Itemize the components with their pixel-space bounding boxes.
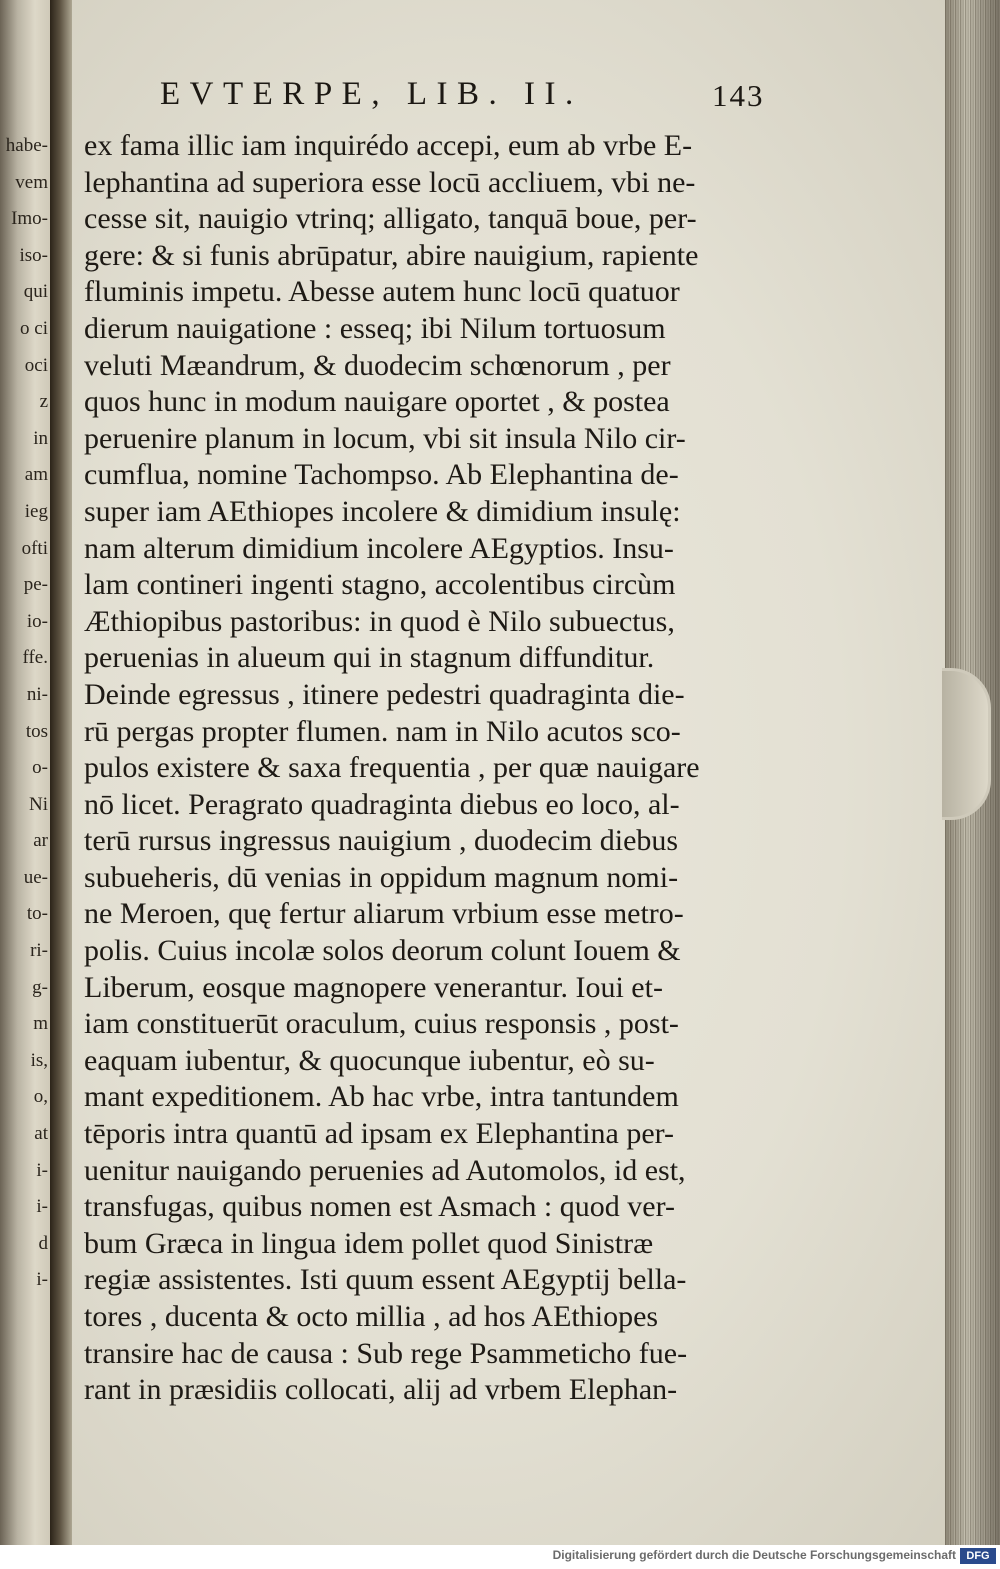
text-line: quos hunc in modum nauigare oportet , & postea [84, 385, 670, 419]
previous-page-fragment: ffe. [22, 647, 48, 669]
previous-page-fragment: m [33, 1013, 48, 1035]
text-line: nō licet. Peragrato quadraginta diebus eo loco, al- [84, 787, 680, 821]
text-line: iam constituerūt oraculum, cuius responsis , post- [84, 1007, 679, 1041]
text-line: transfugas, quibus nomen est Asmach : quod ver- [84, 1190, 675, 1224]
text-line: peruenias in alueum qui in stagnum diffunditur. [84, 641, 655, 675]
text-line: eaquam iubentur, & quocunque iubentur, eò su- [84, 1043, 655, 1077]
text-line: peruenire planum in locum, vbi sit insula Nilo cir- [84, 421, 686, 455]
previous-page-fragment: is, [30, 1049, 48, 1071]
previous-page-fragment: to- [26, 903, 48, 925]
previous-page-fragment: pe- [23, 574, 48, 596]
text-line: lam contineri ingenti stagno, accolentibus circùm [84, 568, 676, 602]
text-line: transire hac de causa : Sub rege Psammeticho fue- [84, 1336, 688, 1370]
previous-page-fragment: ni- [26, 683, 48, 705]
previous-page-fragment: i- [36, 1269, 48, 1291]
previous-page-margin-text [2, 128, 48, 1299]
text-line: ex fama illic iam inquirédo accepi, eum ab vrbe E- [84, 129, 693, 162]
previous-page-fragment: g- [32, 976, 48, 998]
text-line: Æthiopibus pastoribus: in quod è Nilo subuectus, [84, 604, 675, 638]
previous-page-fragment: tos [25, 720, 48, 742]
text-line: pulos existere & saxa frequentia , per quæ nauigare [84, 751, 700, 785]
text-line: super iam AEthiopes incolere & dimidium insulę: [84, 494, 681, 528]
text-line: nam alterum dimidium incolere AEgyptios. Insu- [84, 531, 674, 565]
running-head: EVTERPE, LIB. II. [160, 76, 583, 112]
text-line: fluminis impetu. Abesse autem hunc locū quatuor [84, 275, 680, 309]
text-line: regiæ assistentes. Isti quum essent AEgyptij bella- [84, 1263, 687, 1297]
text-line: tores , ducenta & octo millia , ad hos AEthiopes [84, 1300, 659, 1333]
text-line: cumflua, nomine Tachompso. Ab Elephantina de- [84, 458, 679, 492]
page-number: 143 [712, 78, 765, 113]
previous-page-fragment: i- [36, 1196, 48, 1218]
text-line: Deinde egressus , itinere pedestri quadraginta die- [84, 677, 685, 711]
text-line: rū pergas propter flumen. nam in Nilo acutos sco- [84, 714, 681, 748]
body-text [84, 128, 784, 1409]
previous-page-fragment: oci [24, 354, 48, 376]
previous-page-fragment: Ni [29, 793, 48, 815]
text-line: lephantina ad superiora esse locū accliuem, vbi ne- [84, 165, 696, 199]
text-line: uenitur nauigando peruenies ad Automolos, id est, [84, 1153, 686, 1187]
previous-page-fragment: qui [23, 281, 48, 303]
previous-page-fragment: vem [15, 171, 48, 193]
text-line: dierum nauigatione : esseq; ibi Nilum tortuosum [84, 311, 666, 345]
text-line: mant expeditionem. Ab hac vrbe, intra tantundem [84, 1080, 679, 1114]
previous-page-fragment: habe- [5, 135, 48, 156]
previous-page-fragment: Imo- [11, 208, 48, 230]
previous-page-fragment: o ci [20, 317, 48, 339]
previous-page-fragment: ieg [24, 500, 48, 522]
footer-bar [0, 1545, 1000, 1569]
text-line: ne Meroen, quę fertur aliarum vrbium esse metro- [84, 897, 684, 931]
footer-credit: Digitalisierung gefördert durch die Deutsche Forschungsgemeinschaft [552, 1548, 956, 1562]
text-line: bum Græca in lingua idem pollet quod Sinistræ [84, 1226, 654, 1260]
previous-page-fragment: ar [33, 830, 48, 852]
text-line: cesse sit, nauigio vtrinq; alligato, tanquā boue, per- [84, 202, 697, 236]
text-line: Liberum, eosque magnopere venerantur. Ioui et- [84, 970, 663, 1004]
text-line: veluti Mæandrum, & duodecim schœnorum , per [84, 348, 671, 382]
previous-page-fragment: ofti [21, 537, 48, 559]
previous-page-fragment: o, [33, 1086, 48, 1108]
text-line: gere: & si funis abrūpatur, abire nauigium, rapiente [84, 238, 699, 272]
previous-page-fragment: z [39, 391, 48, 413]
previous-page-fragment: iso- [19, 244, 48, 266]
previous-page-fragment: ue- [23, 866, 48, 888]
previous-page-fragment: ri- [30, 940, 48, 962]
previous-page-fragment: in [33, 427, 48, 449]
previous-page-fragment: am [24, 464, 48, 486]
text-line: terū rursus ingressus nauigium , duodecim diebus [84, 824, 679, 858]
page-clip [942, 668, 991, 820]
text-line: tēporis intra quantū ad ipsam ex Elephantina per- [84, 1117, 675, 1151]
previous-page-fragment: io- [26, 610, 48, 632]
previous-page-fragment: at [34, 1123, 48, 1145]
text-line: subueheris, dū venias in oppidum magnum nomi- [84, 860, 679, 894]
previous-page-fragment: d [38, 1232, 48, 1254]
previous-page-fragment: i- [36, 1159, 48, 1181]
dfg-logo: DFG [960, 1548, 996, 1564]
text-line: rant in præsidiis collocati, alij ad vrbem Elephan- [84, 1373, 678, 1407]
previous-page-fragment: o- [32, 757, 48, 779]
previous-page-edge [0, 0, 50, 1545]
text-line: polis. Cuius incolæ solos deorum colunt Iouem & [84, 934, 681, 968]
